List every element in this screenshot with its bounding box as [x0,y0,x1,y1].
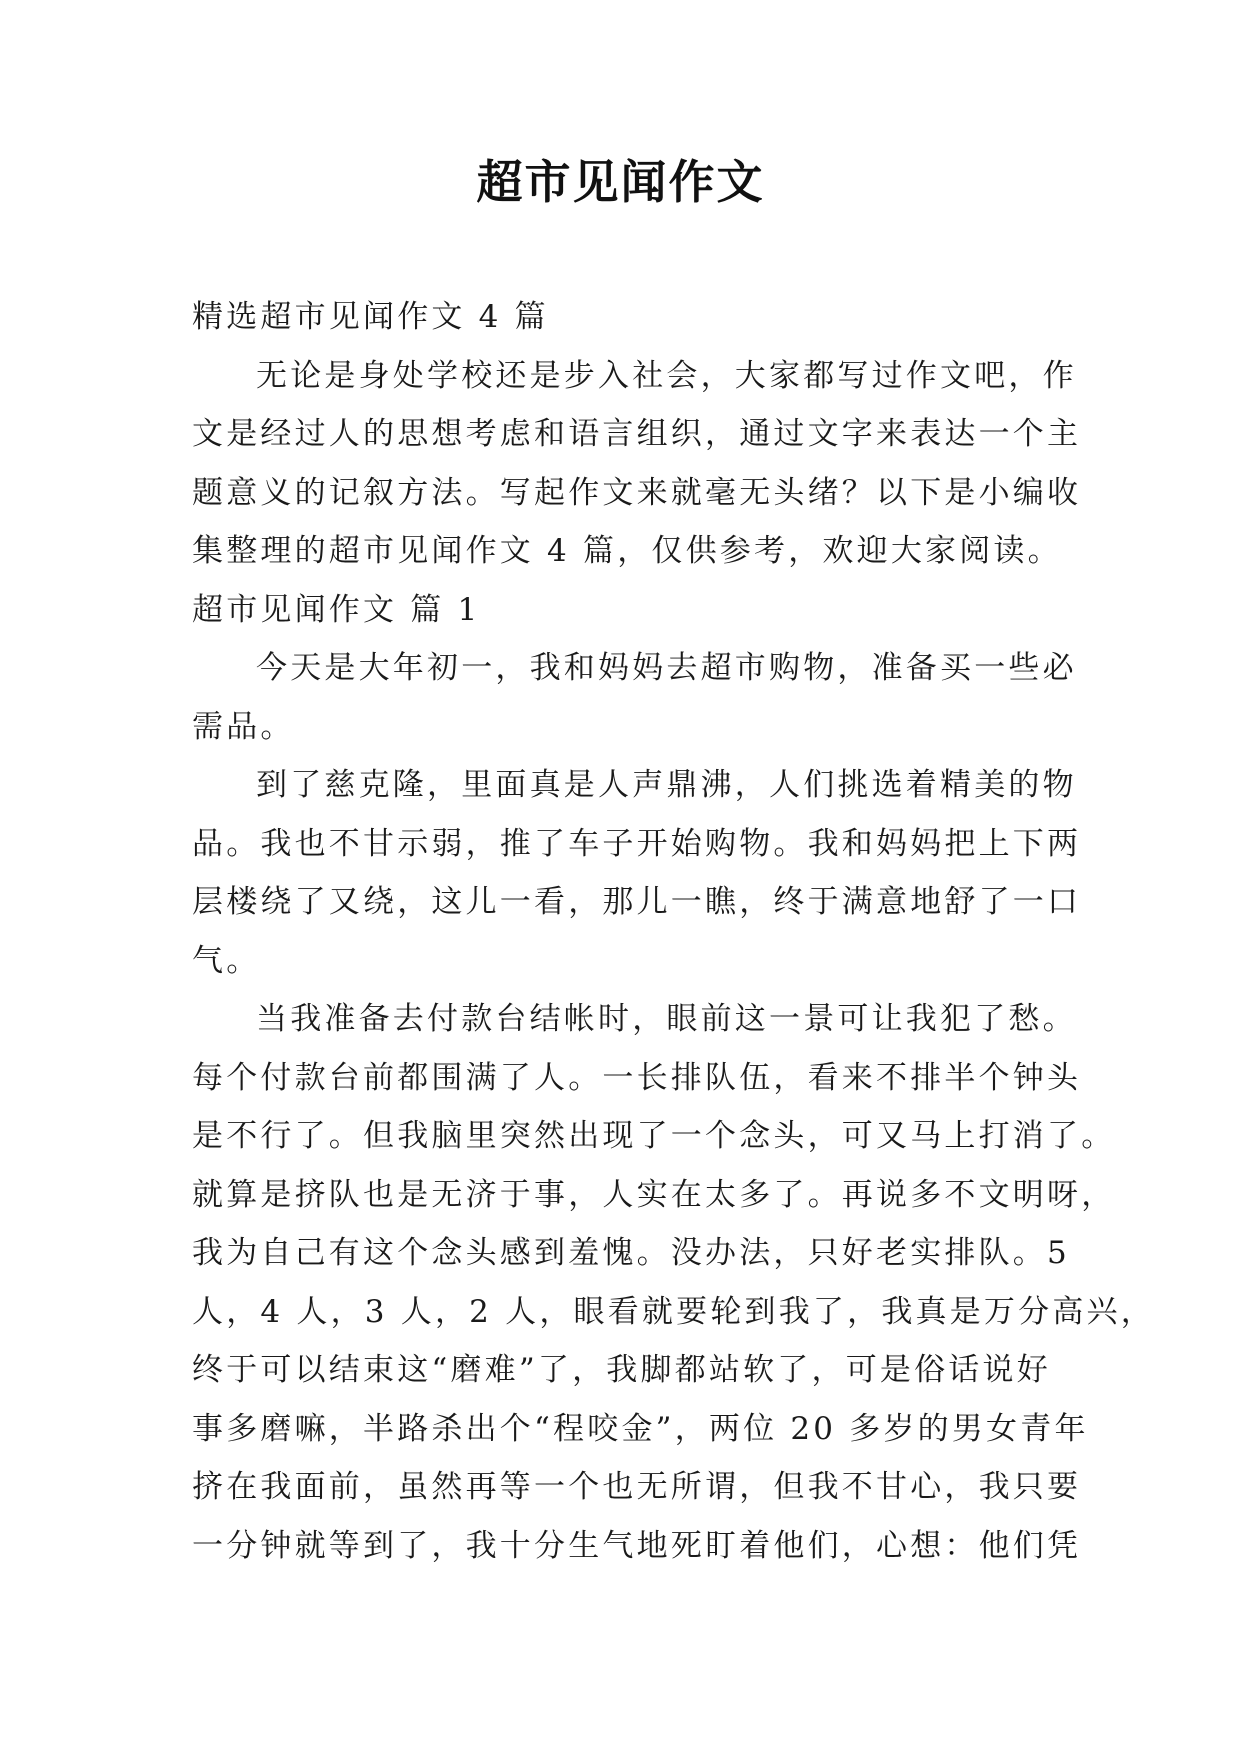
text-line: 到了慈克隆，里面真是人声鼎沸，人们挑选着精美的物 [256,767,1077,803]
text-line: 题意义的记叙方法。写起作文来就毫无头绪？以下是小编收 [192,474,1082,511]
text-line: 挤在我面前，虽然再等一个也无所谓，但我不甘心，我只要 [192,1469,1082,1505]
text-line: 层楼绕了又绕，这儿一看，那儿一瞧，终于满意地舒了一口 [192,884,1082,920]
text-line: 需品。 [192,708,295,745]
text-line: 文是经过人的思想考虑和语言组织，通过文字来表达一个主 [192,416,1082,452]
text-line: 每个付款台前都围满了人。一长排队伍，看来不排半个钟头 [192,1059,1082,1096]
text-line: 今天是大年初一，我和妈妈去超市购物，准备买一些必 [256,650,1077,686]
document-title: 超市见闻作文 [476,155,765,209]
text-line: 是不行了。但我脑里突然出现了一个念头，可又马上打消了。 [192,1118,1116,1154]
document-body [192,288,1155,1575]
text-line: 终于可以结束这“磨难”了，我脚都站软了，可是俗话说好 [192,1352,1051,1388]
text-line: 人，4 人，3 人，2 人，眼看就要轮到我了，我真是万分高兴， [192,1293,1155,1330]
text-line: 无论是身处学校还是步入社会，大家都写过作文吧，作 [256,357,1077,394]
text-line: 事多磨嘛，半路杀出个“程咬金”，两位 20 多岁的男女青年 [192,1410,1089,1447]
text-line: 气。 [192,942,261,979]
text-line: 品。我也不甘示弱，推了车子开始购物。我和妈妈把上下两 [192,825,1082,862]
text-line: 我为自己有这个念头感到羞愧。没办法，只好老实排队。5 [192,1235,1070,1271]
text-line: 就算是挤队也是无济于事，人实在太多了。再说多不文明呀， [192,1176,1116,1213]
text-line: 集整理的超市见闻作文 4 篇，仅供参考，欢迎大家阅读。 [192,533,1062,569]
text-line: 超市见闻作文 篇 1 [192,591,481,628]
text-line: 当我准备去付款台结帐时，眼前这一景可让我犯了愁。 [256,1001,1077,1037]
text-line: 精选超市见闻作文 4 篇 [192,299,549,335]
text-line: 一分钟就等到了，我十分生气地死盯着他们，心想：他们凭 [192,1527,1082,1564]
